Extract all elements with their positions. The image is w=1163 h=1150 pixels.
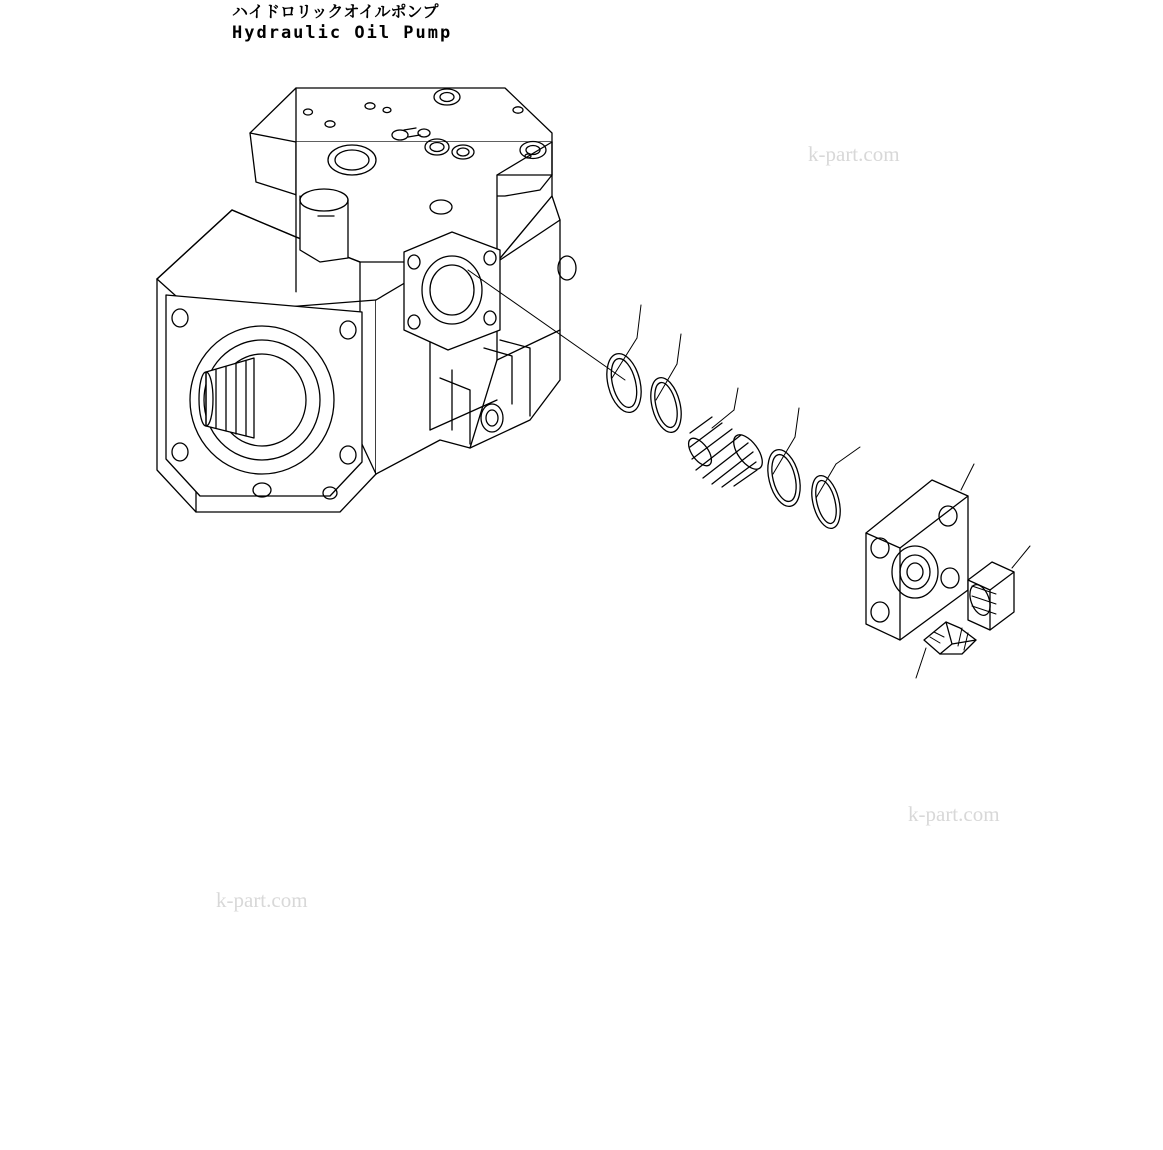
o-ring-2-part [646,334,687,436]
nut-part [966,546,1030,630]
title-japanese: ハイドロリックオイルポンプ [232,2,439,21]
watermark: k-part.com [216,888,308,912]
watermark: k-part.com [908,802,1000,826]
title-english: Hydraulic Oil Pump [232,23,453,43]
flange-cover-part [866,464,974,640]
pump-body-part [157,88,576,512]
watermark: k-part.com [808,142,900,166]
spring-assembly-part [684,388,768,487]
o-ring-4-part [807,447,860,531]
o-ring-3-part [762,408,805,510]
bolt-part [916,622,976,678]
o-ring-1-part [601,305,647,416]
